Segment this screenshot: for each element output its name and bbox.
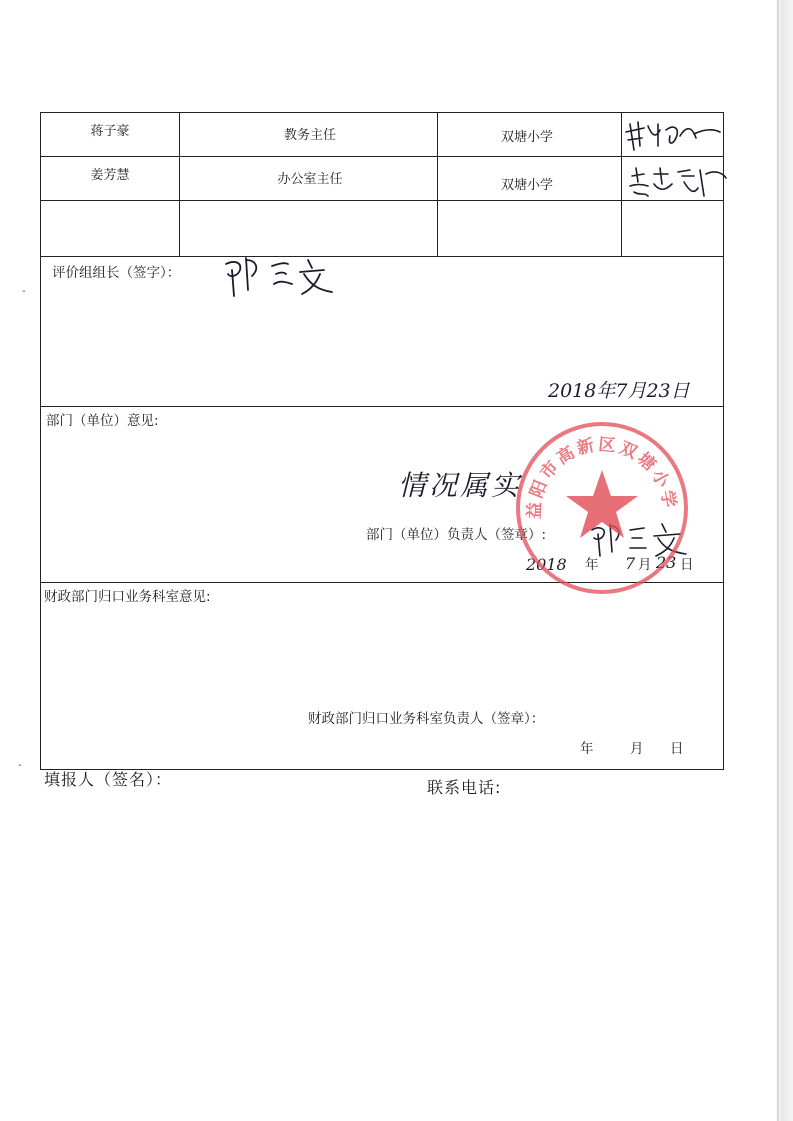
finance-responsible-label: 财政部门归口业务科室负责人（签章）： (308, 711, 545, 727)
member-name: 蒋子豪 (90, 124, 130, 139)
leader-signature (220, 250, 340, 300)
department-responsible-label: 部门（单位）负责人（签章）: (366, 527, 547, 543)
scan-mark: - (18, 760, 22, 771)
department-date-day: 23 (656, 553, 677, 572)
member-signature (628, 162, 728, 202)
filler-signature-label: 填报人（签名）： (44, 770, 173, 789)
column-divider (437, 112, 438, 256)
contact-phone-label: 联系电话: (427, 778, 502, 797)
member-unit: 双塘小学 (500, 178, 554, 193)
table-border-left (40, 112, 41, 770)
leader-date: 2018年7月23日 (548, 380, 690, 402)
scan-mark: - (22, 286, 26, 297)
department-date-month-unit: 月 (638, 557, 652, 573)
department-date-day-unit: 日 (680, 557, 694, 573)
section-divider (40, 406, 724, 407)
seal-arc-text: 益阳市高新区双塘小学 (524, 434, 680, 520)
finance-date-month-unit: 月 (630, 741, 644, 757)
department-date-year: 2018 (526, 555, 567, 574)
department-date-month: 7 (625, 554, 636, 573)
finance-date-day-unit: 日 (670, 741, 684, 757)
member-position: 办公室主任 (277, 172, 343, 187)
scan-edge-line (777, 0, 779, 1121)
column-divider (179, 112, 180, 256)
leader-signature-label: 评价组组长（签字）： (52, 265, 181, 281)
member-name: 姜芳慧 (90, 168, 130, 183)
finance-opinion-label: 财政部门归口业务科室意见: (44, 589, 211, 605)
department-opinion: 情况属实 (398, 469, 523, 502)
member-position: 教务主任 (283, 128, 337, 143)
department-opinion-label: 部门（单位）意见: (46, 413, 159, 429)
department-date-year-unit: 年 (585, 557, 599, 573)
table-row-divider (40, 256, 724, 257)
member-unit: 双塘小学 (500, 130, 554, 145)
table-border-right (723, 112, 724, 770)
official-seal (512, 418, 692, 598)
member-signature (622, 116, 722, 156)
finance-date-year-unit: 年 (580, 741, 594, 757)
